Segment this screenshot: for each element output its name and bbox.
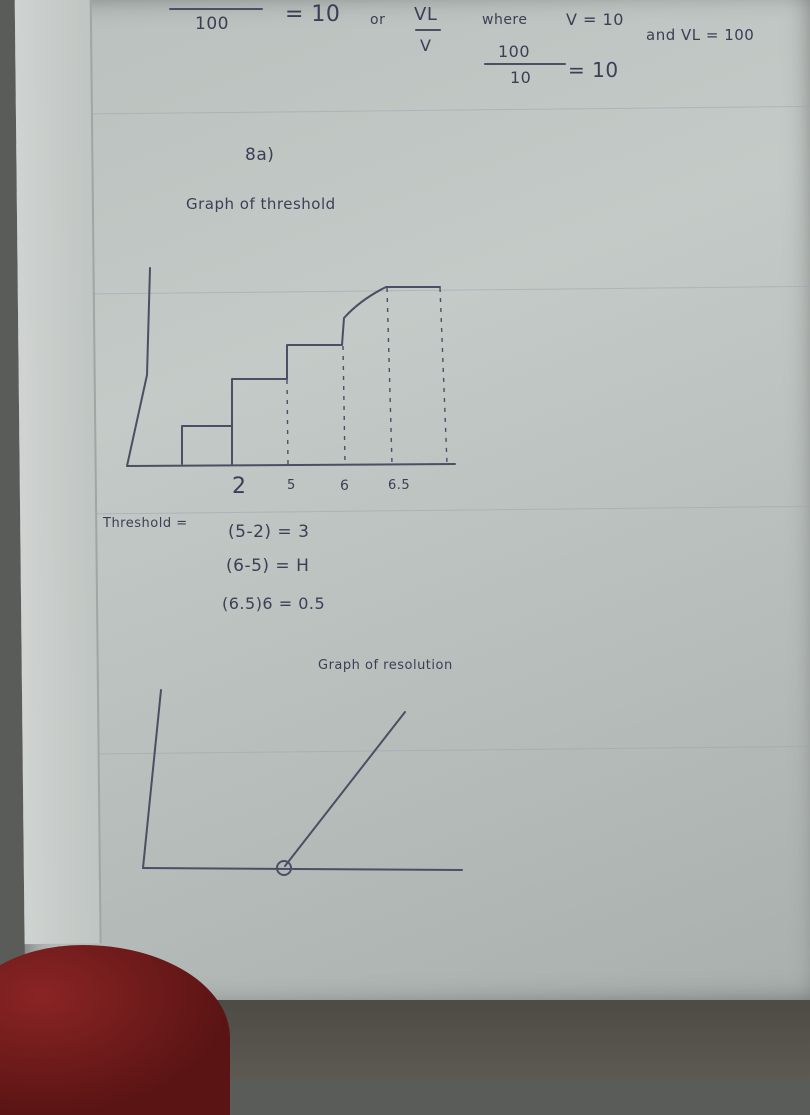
formula-vl: VL [414,4,438,25]
dashed-guide [287,380,288,464]
threshold-staircase [182,287,440,464]
calc-line: (6-5) = H [226,556,310,576]
dashed-guide [440,288,447,464]
tick-label: 2 [232,474,247,499]
calc-line: (5-2) = 3 [228,522,310,542]
threshold-y-axis [127,268,150,466]
formula-or: or [370,12,386,28]
formula-v-value: V = 10 [566,10,624,29]
fraction-result: = 10 [568,58,619,82]
formula-equals-ten: = 10 [285,2,341,27]
resolution-y-axis [143,690,161,868]
threshold-label: Threshold = [103,516,188,531]
tick-label: 6.5 [388,478,411,493]
resolution-line [285,712,405,866]
dashed-guide [343,346,345,464]
tick-label: 5 [287,478,296,493]
tick-label: 6 [340,478,350,494]
formula-denominator: 100 [195,14,229,34]
fraction-denominator: 10 [510,68,532,87]
formula-where: where [482,12,528,28]
formula-vl-value: and VL = 100 [646,26,755,44]
threshold-graph-title: Graph of threshold [186,195,336,213]
calc-line: (6.5)6 = 0.5 [222,594,326,613]
section-heading: 8a) [245,145,275,165]
resolution-x-axis [143,868,462,870]
dashed-guide [387,288,392,464]
formula-v: V [420,36,432,55]
resolution-graph-title: Graph of resolution [318,658,453,673]
threshold-x-axis [127,464,455,466]
fraction-numerator: 100 [498,42,531,61]
